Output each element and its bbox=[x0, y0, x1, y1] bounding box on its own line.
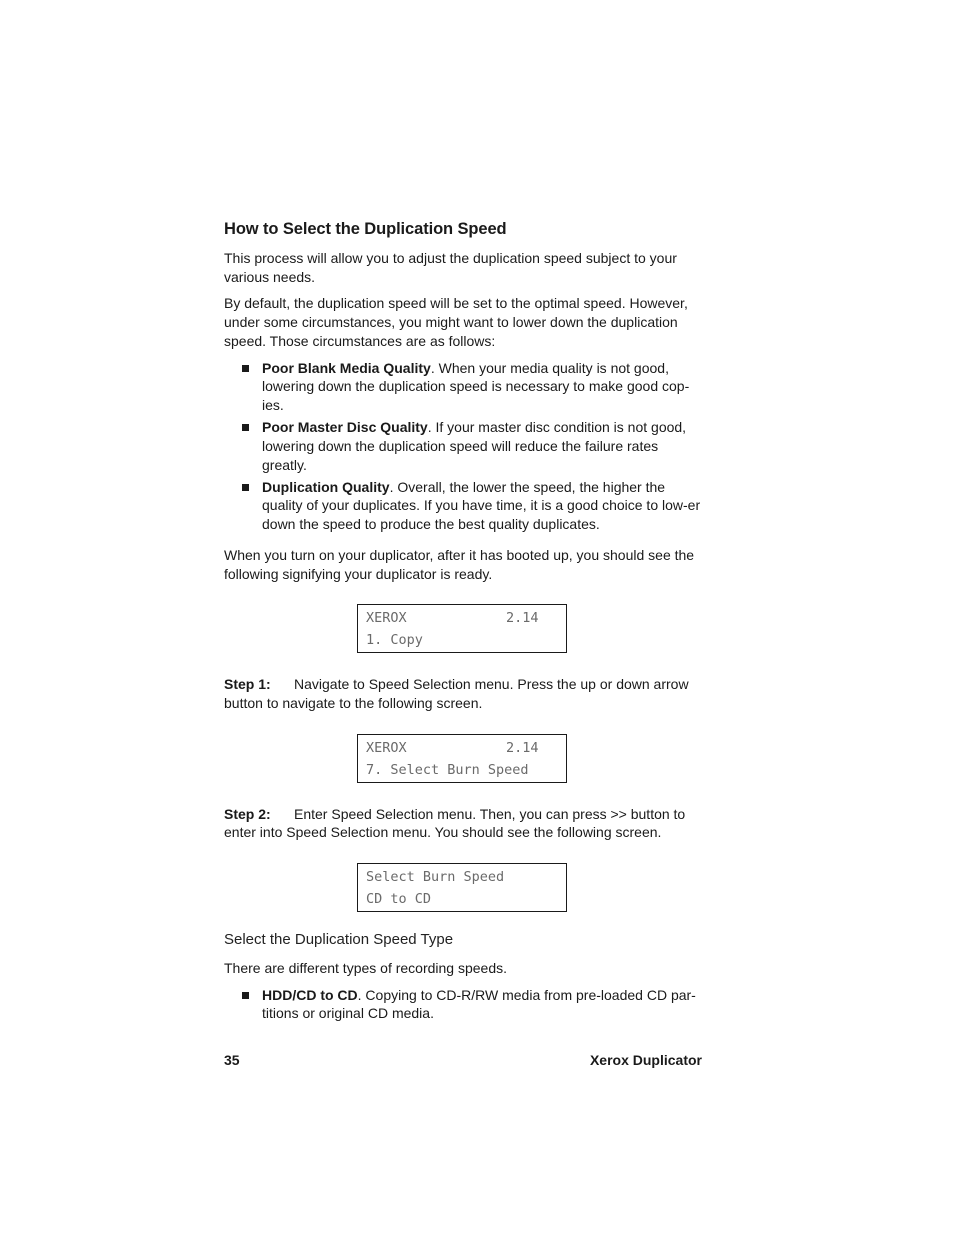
list-item-title: Poor Blank Media Quality bbox=[262, 359, 431, 376]
lcd-screen-ready bbox=[357, 604, 567, 653]
list-item-text: . If your master disc condition is not good, lowering down the duplication speed will reduce the failure rates greatly. bbox=[262, 419, 687, 473]
square-bullet-icon bbox=[242, 484, 249, 491]
step-2 bbox=[224, 805, 702, 842]
list-item-title: HDD/CD to CD bbox=[262, 986, 358, 1003]
lcd-version: 2.14 bbox=[506, 739, 539, 756]
lcd-screen-burn-speed bbox=[357, 863, 567, 912]
types-list bbox=[224, 986, 702, 1023]
default-speed-paragraph: By default, the duplication speed will be set to the optimal speed. However, under some circumstances, you might want to lower down the duplication speed. Those circumstances are as follows: bbox=[224, 295, 688, 349]
page-footer bbox=[224, 1050, 702, 1070]
lcd-line: 7. Select Burn Speed bbox=[366, 761, 529, 778]
step-label: Step 1: bbox=[224, 676, 271, 693]
lcd-line: XEROX bbox=[366, 739, 407, 756]
list-item bbox=[224, 986, 702, 1023]
intro-paragraph: This process will allow you to adjust the duplication speed subject to your various needs. bbox=[224, 250, 677, 285]
lcd-line: 1. Copy bbox=[366, 632, 423, 649]
square-bullet-icon bbox=[242, 424, 249, 431]
step-text: Navigate to Speed Selection menu. Press the up or down arrow button to navigate to the following screen. bbox=[224, 676, 689, 711]
page-number: 35 bbox=[224, 1052, 240, 1068]
lcd-line: XEROX bbox=[366, 610, 407, 627]
step-text: Enter Speed Selection menu. Then, you can press >> button to enter into Speed Selection menu. You should see the following screen. bbox=[224, 805, 686, 841]
ready-paragraph: When you turn on your duplicator, after it has booted up, you should see the following signifying your duplicator is ready. bbox=[224, 546, 695, 582]
list-item-title: Duplication Quality bbox=[262, 478, 390, 495]
list-item bbox=[224, 359, 702, 415]
list-item-text: . Overall, the lower the speed, the higher the quality of your duplicates. If you have time, it is a good choice to low-er down the speed to produce the best quality duplicates. bbox=[262, 478, 701, 533]
lcd-screen-select-burn bbox=[357, 734, 567, 783]
circumstances-list bbox=[224, 359, 702, 534]
lcd-line: Select Burn Speed bbox=[366, 869, 505, 886]
footer-title: Xerox Duplicator bbox=[589, 1052, 702, 1068]
lcd-version: 2.14 bbox=[506, 610, 539, 627]
lcd-line: CD to CD bbox=[366, 891, 432, 908]
list-item-title: Poor Master Disc Quality bbox=[262, 419, 428, 436]
list-item bbox=[224, 418, 702, 474]
square-bullet-icon bbox=[242, 992, 249, 999]
step-1 bbox=[224, 675, 702, 712]
subheading: Select the Duplication Speed Type bbox=[224, 931, 454, 949]
section-heading: How to Select the Duplication Speed bbox=[224, 220, 507, 238]
types-intro: There are different types of recording speeds. bbox=[224, 960, 508, 977]
list-item-text: . Copying to CD-R/RW media from pre-loaded CD par-titions or original CD media. bbox=[262, 986, 696, 1022]
square-bullet-icon bbox=[242, 365, 249, 372]
list-item bbox=[224, 478, 702, 534]
page-content bbox=[224, 218, 702, 1031]
step-label: Step 2: bbox=[224, 805, 271, 822]
list-item-text: . When your media quality is not good, lowering down the duplication speed is necessary to make good cop-ies. bbox=[262, 359, 690, 413]
